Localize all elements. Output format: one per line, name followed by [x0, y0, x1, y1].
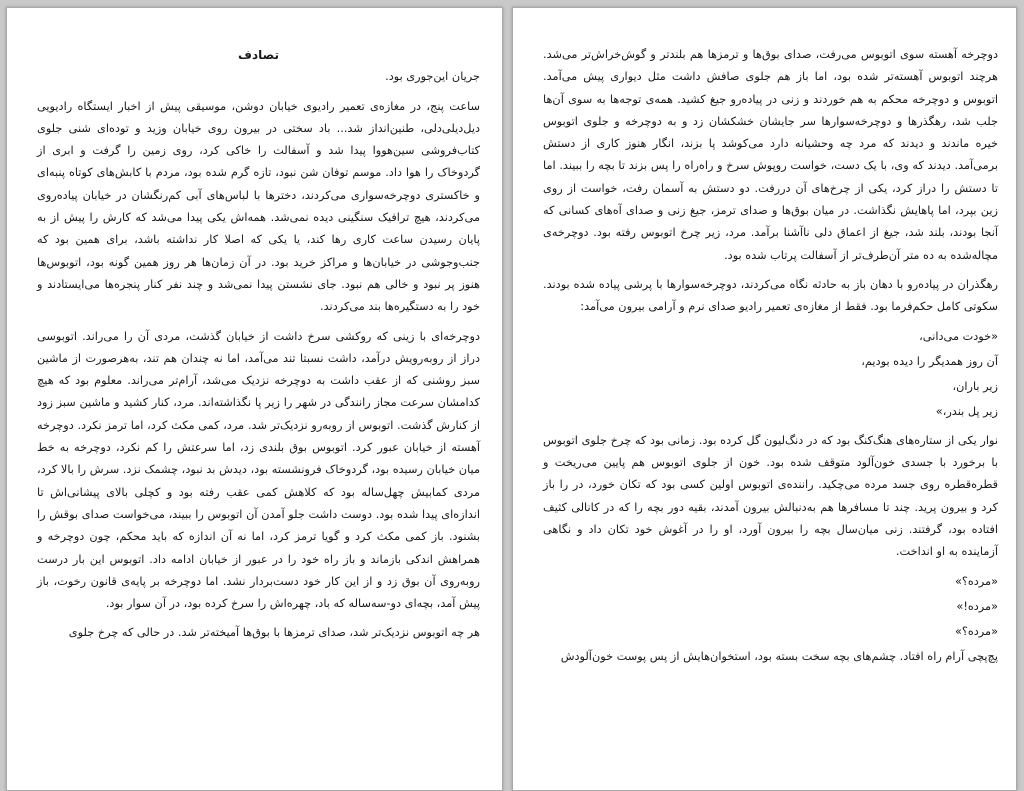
paragraph: هر چه اتوبوس نزدیک‌تر شد، صدای ترمزها با بوق‌ها آمیخته‌تر شد. در حالی که چرخ جلوی — [68, 626, 480, 640]
left-page-text — [37, 44, 480, 652]
paragraph: نوار یکی از ستاره‌های هنگ‌کنگ بود که در دنگ‌لیون گل کرده بود. زمانی بود که چرخ جلوی اتوبوس با برخورد با جسدی خون‌آلود متوقف شده بود. خون از جلوی اتوبوس هم پایین می‌ریخت و قطره‌قطره روی جسد مرده می‌چکید. راننده‌ی اتوبوس اولین کسی بود که تکان خورد، در را باز کرد و بیرون پرید. چند تا مسافرها هم به‌دنبالش بیرون آمدند، بقیه دور بچه را که در کانالی کثیف افتاده بود، گرفتند. زنی میان‌سال بچه را بیرون آورد، او را در آغوش خود تکان داد و نگاهی آزماینده به او انداخت. — [543, 433, 998, 559]
right-page — [512, 7, 1017, 791]
lyric-line: «خودت می‌دانی، — [919, 329, 998, 343]
lyric-line: زیر پل بندر،» — [935, 405, 998, 419]
right-page-text — [543, 44, 998, 676]
paragraph: پچ‌پچی آرام راه افتاد. چشم‌های بچه سخت بسته بود، استخوان‌هایش از پس پوست خون‌آلودش — [560, 650, 998, 664]
exclamation-line: «مرده!» — [956, 599, 998, 613]
song-lyrics — [543, 326, 998, 424]
lyric-line: زیر باران، — [952, 380, 998, 394]
exclamation-line: «مرده؟» — [954, 625, 998, 639]
paragraph: دوچرخه‌ای با زینی که روکشی سرخ داشت از خیابان گذشت، مردی آن را می‌راند. اتوبوسی دراز از روبه‌رویش درآمد، داشت نسبتا تند می‌آمد، اما نه چندان هم تند، به‌هرصورت از ماشین سبز روشنی که از عقب داشت به دوچرخه نزدیک می‌شد، آرام‌تر می‌راند. معلوم بود که هیچ کدامشان سرعت مجاز رانندگی در شهر را زیر پا نگذاشته‌اند. مرد، کنار کشید و ماشین سبز زود از کنارش گذشت. اتوبوس از روبه‌رو نزدیک‌تر شد. مرد، کمی مکث کرد، اما ترمز نکرد. دوچرخه آهسته از خیابان عبور کرد. اتوبوس بوق بلندی زد، اما سرعتش را کم نکرد، دوچرخه به خط میان خیابان رسیده بود، گردوخاک فرونشسته بود، دیدش بد نبود، چشمک نزد. سرش را بالا کرد، مردی کمابیش چهل‌ساله بود که کلاهش کمی عقب رفته بود و کچلی بالای پیشانی‌اش تا اندازه‌ای پیدا شده بود. دوست داشت جلو آمدن آن اتوبوس را ببیند، می‌خواست صدای بوقش را بشنود. باز کمی مکث کرد و گویا ترمز کرد، اما نه آن اندازه که باید محکم، چون دوچرخه و همراهش اندکی بازماند و باز راه خود را در عبور از خیابان ادامه داد. اتوبوس این بار درست روبه‌روی آن بوق زد و از این کار خود دست‌بردار نشد. اما دوچرخه بر پایه‌ی قانون رخوت، باز پیش آمد، بچه‌ای دو-سه‌ساله که باد، چهره‌اش را سرخ کرده بود، در آن سوار بود. — [37, 329, 480, 611]
story-title: تصادف — [238, 48, 279, 62]
paragraph: جریان این‌جوری بود. — [385, 70, 480, 84]
paragraph: ساعت پنج، در مغازه‌ی تعمیر رادیوی خیابان دوشن، موسیقی پیش از اخبار ایستگاه رادیویی دیل‌دیلی‌دلی، طنین‌انداز شد... باد سختی در بیرون روی خیابان وزید و توده‌ای شنی جلوی کتاب‌فروشی سین‌هووا پیدا شد و آسفالت را خاکی کرد، روی زمین را گرفت و ابری از گردوخاک را هوا داد. موسم توفان شن نبود، تازه گرم شده بود، مردم با کابش‌های کوتاه پنبه‌ای و خاکستری دوچرخه‌سواری می‌کردند، دخترها با لباس‌های آبی کم‌رنگشان در خیابان پیاده‌روی می‌کردند، هیچ ترافیک سنگینی دیده نمی‌شد. همه‌اش یکی پیدا می‌شد که کارش را پیش از به پایان رسیدن ساعت کاری رها کند، یا یکی که اصلا کار نداشته باشد، برای همین بود که جنب‌وجوشی در خیابان‌ها و مراکز خرید بود. در آن زمان‌ها هر روز همین گونه بود، اتوبوس‌ها هنوز پر نبود و خالی هم نبود. جای نشستن پیدا نمی‌شد و چند نفر کنار پنجره‌ها می‌ایستادند و خود را به دستگیره‌ها بند می‌کردند. — [37, 99, 480, 314]
exclamation-line: «مرده؟» — [954, 574, 998, 588]
paragraph: رهگذران در پیاده‌رو با دهان باز به حادثه نگاه می‌کردند، دوچرخه‌سوارها با پرشی پیاده شده بودند. سکوتی کامل حکم‌فرما بود. فقط از مغازه‌ی تعمیر رادیو صدای نرم و آرامی بیرون می‌آمد: — [543, 277, 998, 314]
left-page — [6, 7, 503, 791]
lyric-line: آن روز همدیگر را دیده بودیم، — [861, 354, 998, 368]
paragraph: دوچرخه آهسته سوی اتوبوس می‌رفت، صدای بوق‌ها و ترمزها هم بلندتر و گوش‌خراش‌تر می‌شد. هرچند اتوبوس آهسته‌تر شده بود، اما باز هم جلوی صافش داشت مثل دیواری پیش می‌آمد. اتوبوس و دوچرخه محکم به هم خوردند و زنی در پیاده‌رو جیغ کشید. همه‌ی توجه‌ها به سوی آن‌ها جلب شد، رهگذرها و دوچرخه‌سوارها سر جایشان خشکشان زد و به دوچرخه و جلوی اتوبوس خیره ماندند و دیدند که مرد چه وحشیانه دارد می‌کوشد پا بزند، انگار هنوز کاری از دستش برمی‌آمد. دیدند که وی، با یک دست، خواست روپوش سرخ و راه‌راه را پس بزند تا بچه را ببیند. اما تا دستش را دراز کرد، یکی از چرخ‌های آن دررفت. دو دستش به آسمان رفت، خواست از روی زین بپرد، اما پاهایش نگذاشت. در میان بوق‌ها و صدای ترمز، جیغ زنی و صدای آه‌های کسانی که آنجا بودند، بلند شد، جیغ از اعماق دلی ناآشنا برآمد. مرد، زیر چرخ اتوبوس رفته بود. دوچرخه‌ی مچاله‌شده به ده متر آن‌طرف‌تر از آسفالت پرتاب شده بود. — [543, 48, 998, 262]
